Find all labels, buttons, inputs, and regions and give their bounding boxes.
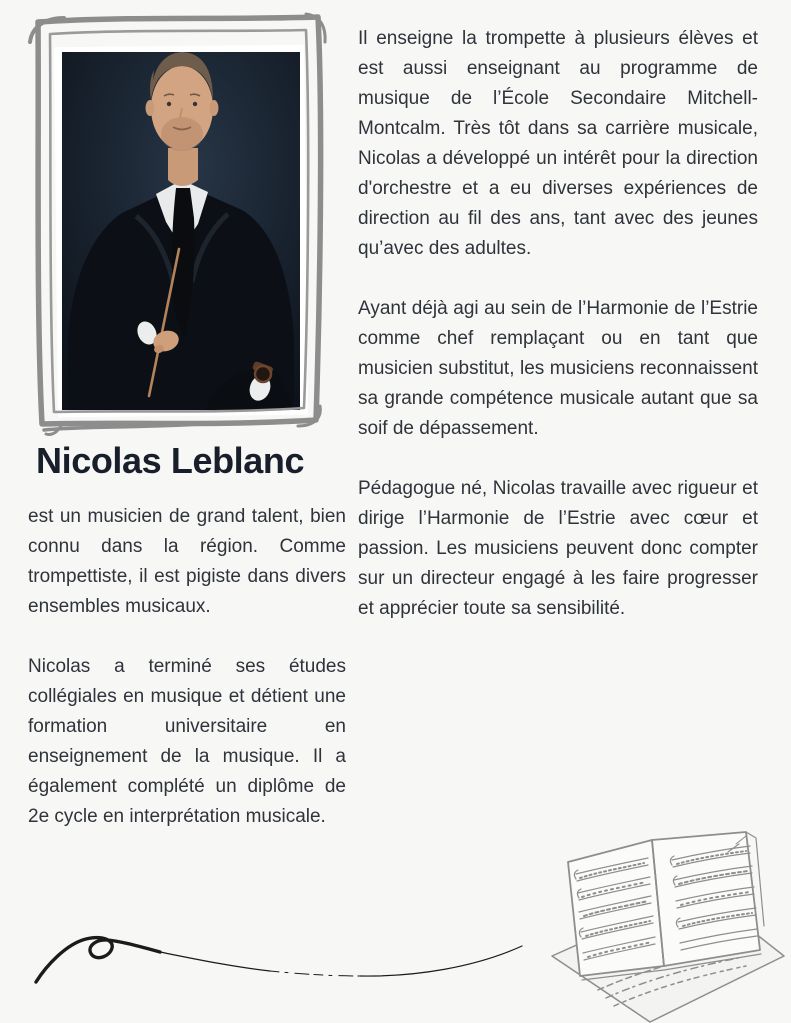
bio-paragraph-teaching: Il enseigne la trompette à plusieurs élèves et est aussi enseignant au programme de musique de l’École Secondaire Mitchell-Montcalm. Très tôt dans sa carrière musicale, Nicolas a développé un intérêt pour la direction d'orchestre et a eu diverses expériences de direction au fil des ans, tant avec des jeunes qu’avec des adultes. [358,28,758,259]
portrait-image [62,52,300,410]
bio-paragraph-education: Nicolas a terminé ses études collégiales en musique et détient une formation universitaire en enseignement de la musique. Il a également complété un diplôme de 2e cycle en interprétation musicale. [28,656,346,828]
bio-paragraph-intro: est un musicien de grand talent, bien connu dans la région. Comme trompettiste, il est pigiste dans divers ensembles musicaux. [28,506,346,618]
sheet-music-sketch-icon [540,806,790,1023]
photo-frame-icon [20,8,340,436]
right-column [358,24,758,624]
calligraphic-flourish-icon [28,930,530,990]
left-column [28,440,346,832]
name-heading: Nicolas Leblanc [36,440,305,481]
bio-paragraph-harmonie: Ayant déjà agi au sein de l’Harmonie de l’Estrie comme chef remplaçant ou en tant que musicien substitut, les musiciens reconnaissent sa grande compétence musicale autant que sa soif de dépassement. [358,298,758,439]
portrait-photo [20,8,340,436]
bio-paragraph-pedagogue: Pédagogue né, Nicolas travaille avec rigueur et dirige l’Harmonie de l’Estrie avec cœur et passion. Les musiciens peuvent donc compter sur un directeur engagé à les faire progresser et apprécier toute sa sensibilité. [358,478,758,619]
